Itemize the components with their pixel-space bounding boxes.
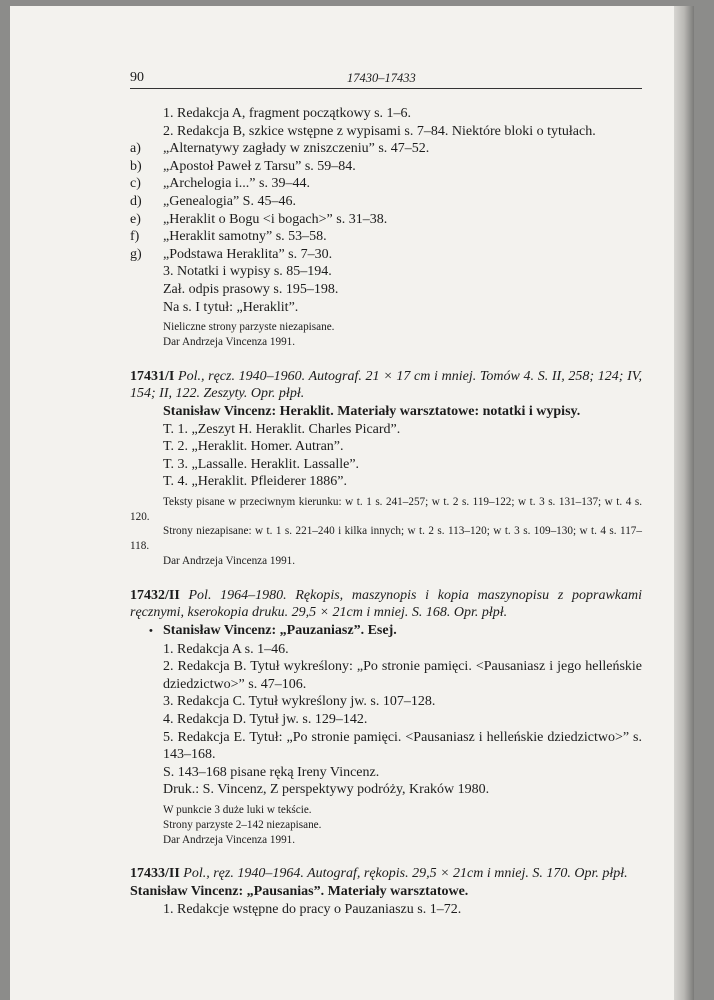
list-item: 3. Notatki i wypisy s. 85–194. (163, 264, 332, 280)
entry-heading (130, 368, 642, 403)
entry-17430-continuation (130, 105, 642, 350)
list-item: a) „Alternatywy zagłady w zniszczeniu” s. 47–52. (130, 141, 430, 157)
list-item: Druk.: S. Vincenz, Z perspektywy podróży, Kraków 1980. (163, 782, 490, 798)
note: Strony parzyste 2–142 niezapisane. (163, 818, 322, 831)
note: Nieliczne strony parzyste niezapisane. (163, 321, 335, 334)
entry-heading (130, 587, 642, 622)
list-item: 3. Redakcja C. Tytuł wykreślony jw. s. 107–128. (163, 694, 436, 710)
list-item: T. 2. „Heraklit. Homer. Autran”. (163, 439, 344, 455)
list-item: S. 143–168 pisane ręką Ireny Vincenz. (163, 764, 380, 780)
entry-signature: 17432/II (130, 587, 180, 603)
list-item: f) „Heraklit samotny” s. 53–58. (130, 229, 327, 245)
entry-signature: 17431/I (130, 368, 175, 384)
list-item: g) „Podstawa Heraklita” s. 7–30. (130, 246, 333, 262)
page-number: 90 (130, 70, 144, 85)
list-item: c) „Archelogia i...” s. 39–44. (130, 176, 310, 192)
entry-17431 (130, 368, 642, 569)
list-item: d) „Genealogia” S. 45–46. (130, 193, 296, 209)
note: Teksty pisane w przeciwnym kierunku: w t. 1 s. 241–257; w t. 2 s. 119–122; w t. 3 s. 131–137; w t. 4 s. 120. (130, 495, 642, 523)
entry-17432 (130, 587, 642, 848)
entry-title: • Stanisław Vincenz: „Pauzaniasz”. Esej. (149, 623, 397, 639)
entry-description: Pol., ręz. 1940–1964. Autograf, rękopis. 29,5 × 21cm i mniej. S. 170. Opr. płpł. (179, 866, 628, 882)
list-item: 4. Redakcja D. Tytuł jw. s. 129–142. (163, 712, 368, 728)
entry-range: 17430–17433 (347, 71, 416, 85)
list-item: 5. Redakcja E. Tytuł: „Po stronie pamięci. <Pausaniasz i helleńskie dziedzictwo>” s. 143–168. (163, 729, 642, 763)
entry-heading (130, 865, 642, 883)
entry-description: Pol., ręcz. 1940–1960. Autograf. 21 × 17 cm i mniej. Tomów 4. S. II, 258; 124; IV, 154; II, 122. Zeszyty. Opr. płpł. (130, 368, 642, 402)
entry-description: Pol. 1964–1980. Rękopis, maszynopis i kopia maszynopisu z poprawkami ręcznymi, kserokopia druku. 29,5 × 21cm i mniej. S. 168. Opr. płpł. (130, 587, 642, 621)
list-item: e) „Heraklit o Bogu <i bogach>” s. 31–38. (130, 211, 388, 227)
note: Dar Andrzeja Vincenza 1991. (163, 833, 296, 846)
running-header (130, 64, 642, 89)
list-item: Na s. I tytuł: „Heraklit”. (163, 299, 299, 315)
list-item: T. 4. „Heraklit. Pfleiderer 1886”. (163, 474, 348, 490)
list-item: 2. Redakcja B. Tytuł wykreślony: „Po stronie pamięci. <Pausaniasz i jego helleńskie dziedzictwo>” s. 47–106. (163, 659, 642, 692)
list-item: 2. Redakcja B, szkice wstępne z wypisami s. 7–84. Niektóre bloki o tytułach. (163, 123, 596, 139)
list-item: 1. Redakcja A s. 1–46. (163, 641, 289, 657)
note: W punkcie 3 duże luki w tekście. (163, 803, 312, 816)
list-item: b) „Apostoł Paweł z Tarsu” s. 59–84. (130, 158, 356, 174)
note: Dar Andrzeja Vincenza 1991. (163, 555, 296, 568)
list-item: T. 3. „Lassalle. Heraklit. Lassalle”. (163, 456, 360, 472)
list-item: 1. Redakcje wstępne do pracy o Pauzaniaszu s. 1–72. (163, 901, 462, 917)
page-content (130, 64, 642, 936)
document-page (10, 6, 694, 1000)
list-item: Zał. odpis prasowy s. 195–198. (163, 281, 339, 297)
note: Dar Andrzeja Vincenza 1991. (163, 335, 296, 348)
entry-title: Stanisław Vincenz: „Pausanias”. Materiały warsztatowe. (130, 883, 469, 899)
list-item: 1. Redakcja A, fragment początkowy s. 1–6. (163, 106, 412, 121)
entry-signature: 17433/II (130, 866, 180, 882)
entry-17433 (130, 865, 642, 918)
note: Strony niezapisane: w t. 1 s. 221–240 i kilka innych; w t. 2 s. 113–120; w t. 3 s. 109–130; w t. 4 s. 117–118. (130, 525, 642, 553)
list-item: T. 1. „Zeszyt H. Heraklit. Charles Picard”. (163, 421, 401, 437)
page-edge-shadow (674, 6, 694, 1000)
entry-title: Stanisław Vincenz: Heraklit. Materiały warsztatowe: notatki i wypisy. (163, 403, 581, 419)
